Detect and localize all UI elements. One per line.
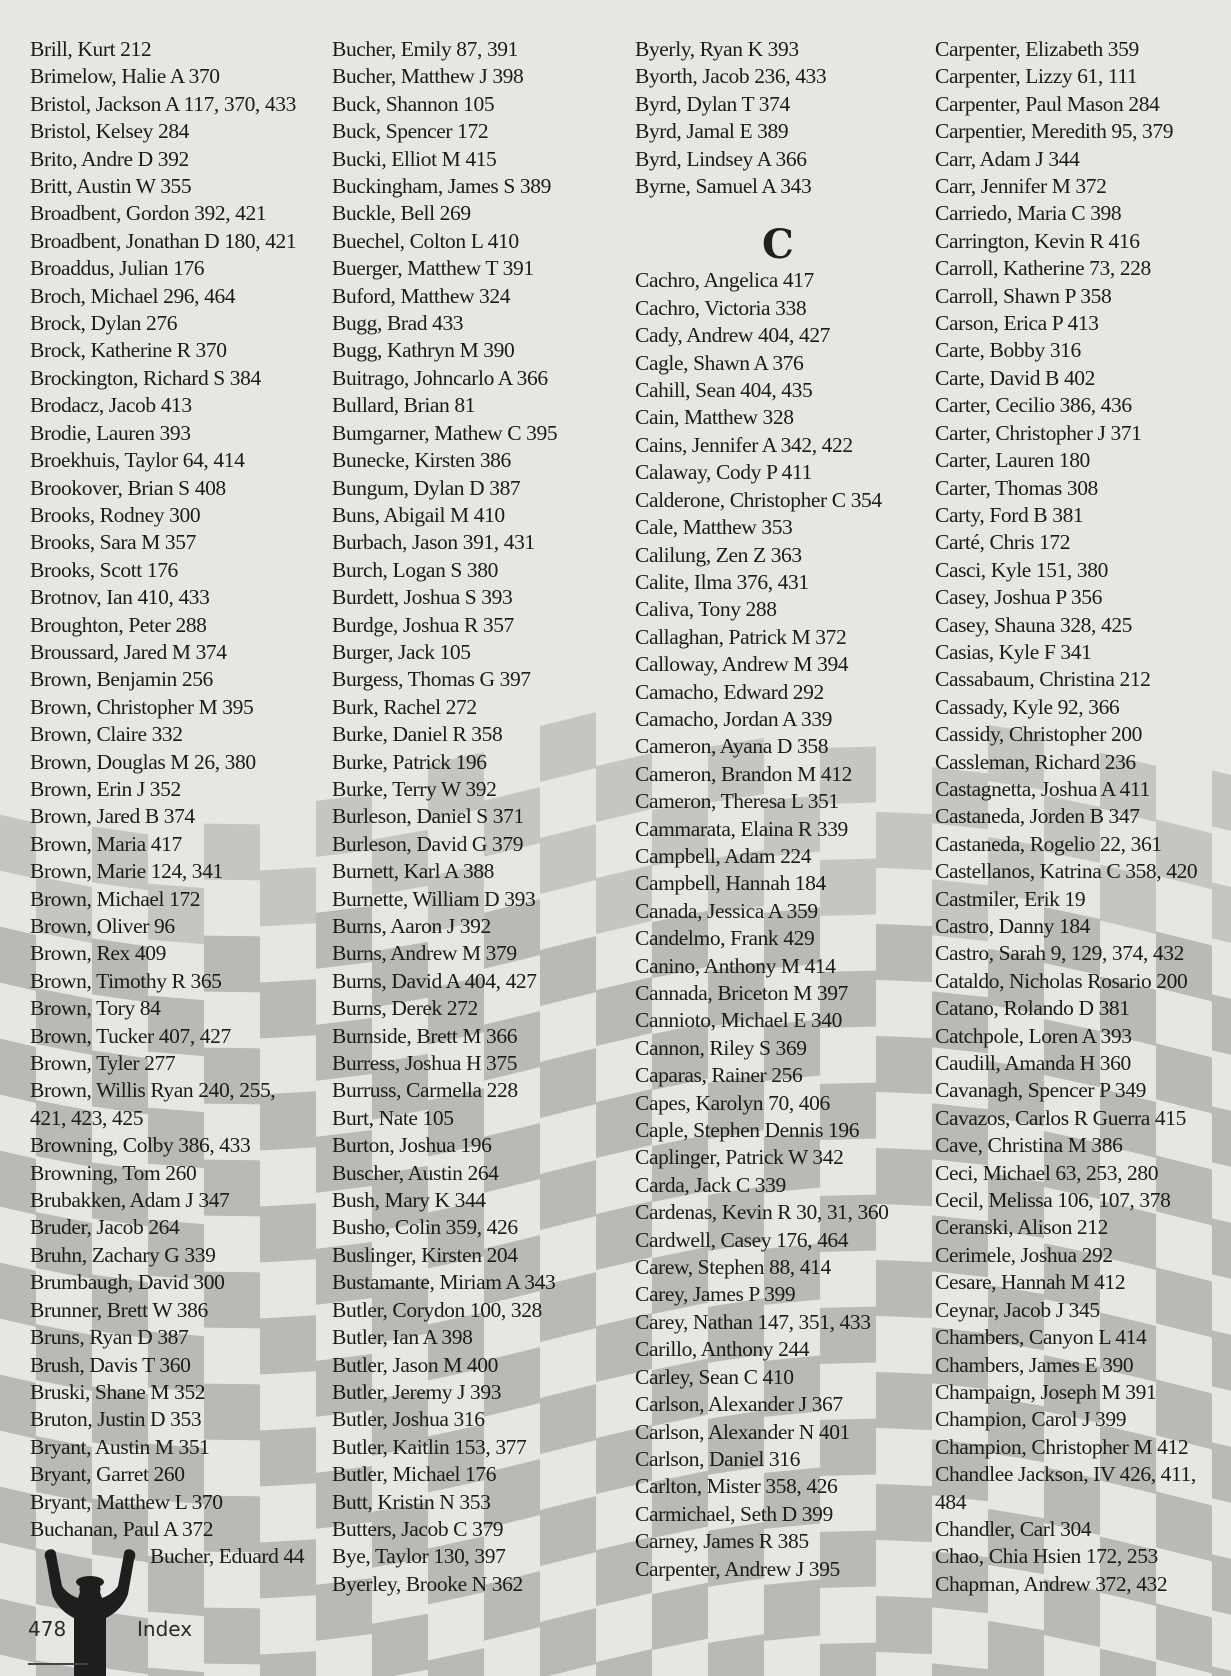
- index-entry: Bruski, Shane M 352: [30, 1379, 206, 1404]
- index-entry: Carty, Ford B 381: [935, 502, 1084, 527]
- index-entry: Brodie, Lauren 393: [30, 420, 191, 445]
- index-entry: Butt, Kristin N 353: [332, 1489, 491, 1514]
- index-entry: Casias, Kyle F 341: [935, 639, 1092, 664]
- index-entry: Castagnetta, Joshua A 411: [935, 776, 1150, 801]
- section-gap: [635, 200, 889, 212]
- checker-square: [540, 1608, 596, 1676]
- index-entry: Bryant, Garret 260: [30, 1462, 185, 1487]
- index-entry: Carson, Erica P 413: [935, 311, 1099, 336]
- index-entry: Campbell, Adam 224: [635, 843, 812, 868]
- index-entry: Carlson, Alexander J 367: [635, 1392, 843, 1417]
- index-entry: Cameron, Brandon M 412: [635, 761, 852, 786]
- index-entry: Byorth, Jacob 236, 433: [635, 64, 827, 89]
- index-entry: Bryant, Matthew L 370: [30, 1489, 223, 1514]
- index-column-4: [935, 36, 1197, 1598]
- index-entry: Britt, Austin W 355: [30, 174, 192, 199]
- index-entry: Burnside, Brett M 366: [332, 1023, 518, 1048]
- index-entry: Brooks, Sara M 357: [30, 530, 196, 555]
- checker-square: [708, 1634, 764, 1676]
- index-entry: Carter, Cecilio 386, 436: [935, 393, 1132, 418]
- index-entry: Carr, Adam J 344: [935, 146, 1080, 171]
- checker-square: [204, 1608, 260, 1665]
- index-entry: Brockington, Richard S 384: [30, 365, 261, 390]
- index-entry: Cannioto, Michael E 340: [635, 1008, 842, 1033]
- index-entry: Browning, Colby 386, 433: [30, 1133, 251, 1158]
- index-entry: Cameron, Theresa L 351: [635, 789, 839, 814]
- index-entry: Cammarata, Elaina R 339: [635, 816, 848, 841]
- index-entry: Byrne, Samuel A 343: [635, 174, 812, 199]
- index-entry: Bristol, Kelsey 284: [30, 119, 190, 144]
- index-entry: Buchanan, Paul A 372: [30, 1516, 214, 1541]
- index-entry: Caplinger, Patrick W 342: [635, 1145, 844, 1170]
- index-entry: Caudill, Amanda H 360: [935, 1051, 1131, 1076]
- index-entry: Burnett, Karl A 388: [332, 859, 494, 884]
- index-entry: Castro, Sarah 9, 129, 374, 432: [935, 941, 1184, 966]
- index-entry: Cassabaum, Christina 212: [935, 667, 1151, 692]
- index-entry: Burnette, William D 393: [332, 886, 536, 911]
- index-entry: Cassady, Kyle 92, 366: [935, 694, 1120, 719]
- checker-square: [1212, 1442, 1231, 1511]
- index-entry: Butler, Jeremy J 393: [332, 1379, 502, 1404]
- index-entry: Brown, Christopher M 395: [30, 694, 254, 719]
- index-entry: Brown, Marie 124, 341: [30, 859, 223, 884]
- index-entry: Cesare, Hannah M 412: [935, 1270, 1126, 1295]
- index-entry: Buns, Abigail M 410: [332, 502, 505, 527]
- index-entry: Brown, Willis Ryan 240, 255,: [30, 1078, 276, 1103]
- index-entry: Burdett, Joshua S 393: [332, 585, 513, 610]
- index-entry: Castaneda, Jorden B 347: [935, 804, 1140, 829]
- index-entry: Brown, Maria 417: [30, 831, 182, 856]
- checker-square: [1212, 1330, 1231, 1399]
- checker-square: [1212, 1666, 1231, 1676]
- index-entry: Campbell, Hannah 184: [635, 871, 826, 896]
- index-entry: Buckingham, James S 389: [332, 174, 551, 199]
- checker-square: [1212, 882, 1231, 951]
- index-entry: Ceynar, Jacob J 345: [935, 1297, 1100, 1322]
- index-entry: Carte, Bobby 316: [935, 338, 1081, 363]
- index-entry: Butler, Jason M 400: [332, 1352, 498, 1377]
- index-entry: Brown, Rex 409: [30, 941, 166, 966]
- index-entry: Brodacz, Jacob 413: [30, 393, 192, 418]
- index-entry: Chambers, Canyon L 414: [935, 1325, 1147, 1350]
- index-entry: Cerimele, Joshua 292: [935, 1242, 1113, 1267]
- index-entry: Ceranski, Alison 212: [935, 1215, 1108, 1240]
- index-entry: Bungum, Dylan D 387: [332, 475, 521, 500]
- index-entry: Carda, Jack C 339: [635, 1172, 786, 1197]
- index-entry: Burke, Patrick 196: [332, 749, 487, 774]
- index-entry: Burke, Terry W 392: [332, 776, 497, 801]
- index-entry: Burns, David A 404, 427: [332, 968, 537, 993]
- index-entry: Brooks, Scott 176: [30, 557, 178, 582]
- index-entry: Byrd, Jamal E 389: [635, 119, 789, 144]
- index-entry: Buechel, Colton L 410: [332, 228, 519, 253]
- index-entry: Carter, Christopher J 371: [935, 420, 1142, 445]
- index-entry: Casey, Shauna 328, 425: [935, 612, 1133, 637]
- index-entry: Carney, James R 385: [635, 1529, 809, 1554]
- index-entry: Carriedo, Maria C 398: [935, 201, 1122, 226]
- checker-square: [1212, 770, 1231, 839]
- index-entry: Calilung, Zen Z 363: [635, 542, 802, 567]
- index-entry: Cameron, Ayana D 358: [635, 734, 829, 759]
- index-entry: Bucher, Eduard 44: [150, 1544, 305, 1569]
- index-entry: Burke, Daniel R 358: [332, 722, 503, 747]
- index-entry: Buck, Spencer 172: [332, 119, 489, 144]
- index-entry: Chapman, Andrew 372, 432: [935, 1571, 1168, 1596]
- index-entry: Casey, Joshua P 356: [935, 585, 1102, 610]
- index-entry: Cannon, Riley S 369: [635, 1035, 807, 1060]
- index-entry: Browning, Tom 260: [30, 1160, 197, 1185]
- index-entry: Bullard, Brian 81: [332, 393, 476, 418]
- section-letter: C: [762, 221, 794, 269]
- index-entry: Carley, Sean C 410: [635, 1364, 794, 1389]
- index-column-1: [30, 36, 304, 1571]
- checker-square: [764, 1579, 820, 1640]
- index-entry: Chao, Chia Hsien 172, 253: [935, 1544, 1158, 1569]
- index-entry: Burns, Andrew M 379: [332, 941, 517, 966]
- index-entry: Caliva, Tony 288: [635, 597, 777, 622]
- index-entry: Brimelow, Halie A 370: [30, 64, 220, 89]
- index-column-3: [635, 36, 889, 1583]
- index-entry: Bristol, Jackson A 117, 370, 433: [30, 91, 296, 116]
- index-entry: Bugg, Brad 433: [332, 311, 464, 336]
- index-entry: Bustamante, Miriam A 343: [332, 1270, 556, 1295]
- index-entry: Carter, Lauren 180: [935, 448, 1090, 473]
- checker-square: [1212, 1218, 1231, 1287]
- index-entry: Burruss, Carmella 228: [332, 1078, 518, 1103]
- index-entry: Bush, Mary K 344: [332, 1188, 486, 1213]
- index-entry: Burger, Jack 105: [332, 639, 471, 664]
- index-entry: Bunecke, Kirsten 386: [332, 448, 511, 473]
- index-entry: Brito, Andre D 392: [30, 146, 189, 171]
- index-entry: Cave, Christina M 386: [935, 1133, 1123, 1158]
- index-entry: Buscher, Austin 264: [332, 1160, 499, 1185]
- page-number: 478: [28, 1617, 67, 1641]
- index-entry: Cardwell, Casey 176, 464: [635, 1227, 849, 1252]
- index-entry: Cavanagh, Spencer P 349: [935, 1078, 1146, 1103]
- index-entry: Brill, Kurt 212: [30, 37, 152, 61]
- index-entry: Carey, James P 399: [635, 1282, 796, 1307]
- index-entry: Butler, Michael 176: [332, 1462, 497, 1487]
- index-entry: Butler, Ian A 398: [332, 1325, 473, 1350]
- index-entry: Carlson, Daniel 316: [635, 1446, 800, 1471]
- index-entry: Calloway, Andrew M 394: [635, 652, 849, 677]
- index-entry: Brown, Michael 172: [30, 886, 201, 911]
- checker-square: [428, 1648, 484, 1676]
- checker-square: [372, 1614, 428, 1676]
- index-entry: Cecil, Melissa 106, 107, 378: [935, 1188, 1171, 1213]
- index-entry: Buckle, Bell 269: [332, 201, 471, 226]
- index-entry: Burress, Joshua H 375: [332, 1051, 518, 1076]
- checker-square: [596, 1649, 652, 1676]
- index-entry: Brubakken, Adam J 347: [30, 1188, 230, 1213]
- index-entry: Carpenter, Andrew J 395: [635, 1556, 840, 1581]
- index-entry: Carew, Stephen 88, 414: [635, 1255, 831, 1280]
- index-entry: Bruder, Jacob 264: [30, 1215, 180, 1240]
- index-entry: Buck, Shannon 105: [332, 91, 495, 116]
- checker-square: [932, 1663, 988, 1676]
- checker-square: [1156, 1603, 1212, 1673]
- index-entry: Brown, Erin J 352: [30, 776, 181, 801]
- checker-square: [1100, 1648, 1156, 1676]
- index-entry: Castellanos, Katrina C 358, 420: [935, 859, 1198, 884]
- index-entry: Cassidy, Christopher 200: [935, 722, 1142, 747]
- index-column-2: [332, 36, 557, 1598]
- index-entry: Buitrago, Johncarlo A 366: [332, 365, 548, 390]
- index-entry: Burleson, Daniel S 371: [332, 804, 524, 829]
- index-entry: Burbach, Jason 391, 431: [332, 530, 535, 555]
- index-entry: Carey, Nathan 147, 351, 433: [635, 1309, 871, 1334]
- index-entry: Carroll, Katherine 73, 228: [935, 256, 1151, 281]
- index-entry: Bucher, Matthew J 398: [332, 64, 524, 89]
- index-entry: Buford, Matthew 324: [332, 283, 511, 308]
- index-entry: Cale, Matthew 353: [635, 515, 793, 540]
- index-entry: Calderone, Christopher C 354: [635, 487, 882, 512]
- index-entry: Brookover, Brian S 408: [30, 475, 226, 500]
- index-entry: Bumgarner, Mathew C 395: [332, 420, 558, 445]
- index-entry: Cachro, Angelica 417: [635, 268, 814, 293]
- index-entry: Capes, Karolyn 70, 406: [635, 1090, 830, 1115]
- index-entry: Burns, Aaron J 392: [332, 914, 491, 938]
- index-entry: Carrington, Kevin R 416: [935, 228, 1140, 253]
- index-entry: Candelmo, Frank 429: [635, 926, 815, 951]
- index-entry: Carpenter, Elizabeth 359: [935, 37, 1139, 61]
- index-entry: Cagle, Shawn A 376: [635, 350, 804, 375]
- index-entry: Carté, Chris 172: [935, 530, 1071, 555]
- index-entry: Champion, Carol J 399: [935, 1407, 1127, 1432]
- index-entry: Champion, Christopher M 412: [935, 1434, 1189, 1459]
- index-entry: Champaign, Joseph M 391: [935, 1379, 1157, 1404]
- index-entry: Bryant, Austin M 351: [30, 1434, 210, 1459]
- index-entry: Broadbent, Gordon 392, 421: [30, 201, 267, 226]
- index-entry: Catano, Rolando D 381: [935, 996, 1130, 1021]
- checker-square: [1212, 994, 1231, 1063]
- index-entry: Castmiler, Erik 19: [935, 886, 1086, 911]
- index-entry: Brown, Tyler 277: [30, 1051, 176, 1076]
- index-entry: Canada, Jessica A 359: [635, 898, 818, 923]
- index-entry: Calaway, Cody P 411: [635, 460, 812, 485]
- index-entry: Calite, Ilma 376, 431: [635, 569, 809, 594]
- index-entry: Bucher, Emily 87, 391: [332, 37, 519, 61]
- index-entry: Cains, Jennifer A 342, 422: [635, 432, 853, 457]
- index-entry: Byerley, Brooke N 362: [332, 1571, 523, 1596]
- index-entry: Cavazos, Carlos R Guerra 415: [935, 1105, 1186, 1130]
- index-entry: Broekhuis, Taylor 64, 414: [30, 448, 245, 473]
- index-entry: Butters, Jacob C 379: [332, 1516, 504, 1541]
- index-entry: Callaghan, Patrick M 372: [635, 624, 847, 649]
- index-entry: Brunner, Brett W 386: [30, 1297, 208, 1322]
- index-entry: Cardenas, Kevin R 30, 31, 360: [635, 1200, 889, 1225]
- index-entry: Busho, Colin 359, 426: [332, 1215, 518, 1240]
- index-entry: Chambers, James E 390: [935, 1352, 1134, 1377]
- index-entry: Cain, Matthew 328: [635, 405, 794, 430]
- index-entry: Carpentier, Meredith 95, 379: [935, 119, 1174, 144]
- index-entry: Carlton, Mister 358, 426: [635, 1474, 838, 1499]
- index-entry: Byrd, Lindsey A 366: [635, 146, 807, 171]
- index-entry: Cassleman, Richard 236: [935, 749, 1136, 774]
- index-entry: Butler, Corydon 100, 328: [332, 1297, 542, 1322]
- index-entry: Brock, Dylan 276: [30, 311, 178, 336]
- index-entry: Carpenter, Paul Mason 284: [935, 91, 1160, 116]
- checker-square: [988, 1621, 1044, 1676]
- index-entry: Caparas, Rainer 256: [635, 1063, 803, 1088]
- checker-square: [1212, 1554, 1231, 1623]
- index-entry: Brooks, Rodney 300: [30, 502, 201, 527]
- index-entry: Burk, Rachel 272: [332, 694, 477, 719]
- index-entry: Ceci, Michael 63, 253, 280: [935, 1160, 1159, 1185]
- index-entry: Castaneda, Rogelio 22, 361: [935, 831, 1162, 856]
- checker-square: [1212, 1106, 1231, 1175]
- index-entry: Bucki, Elliot M 415: [332, 146, 497, 171]
- index-entry: Cahill, Sean 404, 435: [635, 378, 813, 403]
- checker-square: [260, 1651, 316, 1676]
- index-entry: Bye, Taylor 130, 397: [332, 1544, 506, 1569]
- index-entry: Brown, Benjamin 256: [30, 667, 213, 692]
- index-entry: Burgess, Thomas G 397: [332, 667, 531, 692]
- index-entry: 421, 423, 425: [30, 1105, 144, 1130]
- index-entry: Cataldo, Nicholas Rosario 200: [935, 968, 1188, 993]
- checker-square: [820, 1642, 876, 1676]
- index-entry: Carlson, Alexander N 401: [635, 1419, 850, 1444]
- index-entry: Canino, Anthony M 414: [635, 953, 836, 978]
- index-entry: Brown, Tory 84: [30, 996, 161, 1021]
- index-entry: Carr, Jennifer M 372: [935, 174, 1107, 199]
- index-entry: 484: [935, 1489, 967, 1514]
- index-entry: Caple, Stephen Dennis 196: [635, 1118, 860, 1143]
- index-entry: Brush, Davis T 360: [30, 1352, 191, 1377]
- index-entry: Carmichael, Seth D 399: [635, 1501, 833, 1526]
- index-entry: Catchpole, Loren A 393: [935, 1023, 1132, 1048]
- index-entry: Camacho, Jordan A 339: [635, 706, 833, 731]
- index-entry: Chandler, Carl 304: [935, 1516, 1092, 1541]
- index-entry: Carroll, Shawn P 358: [935, 283, 1112, 308]
- index-entry: Butler, Joshua 316: [332, 1407, 485, 1432]
- checker-square: [148, 1668, 204, 1676]
- section-name: Index: [137, 1617, 193, 1641]
- index-entry: Cannada, Briceton M 397: [635, 981, 848, 1005]
- index-entry: Buerger, Matthew T 391: [332, 256, 534, 281]
- checker-square: [876, 1596, 932, 1654]
- index-entry: Brown, Oliver 96: [30, 914, 175, 938]
- index-entry: Burns, Derek 272: [332, 996, 478, 1021]
- index-entry: Brown, Douglas M 26, 380: [30, 749, 256, 774]
- footer-rule: [28, 1663, 88, 1665]
- index-entry: Brown, Jared B 374: [30, 804, 195, 829]
- index-entry: Burch, Logan S 380: [332, 557, 498, 582]
- index-entry: Brotnov, Ian 410, 433: [30, 585, 210, 610]
- index-entry: Camacho, Edward 292: [635, 679, 824, 704]
- index-entry: Bugg, Kathryn M 390: [332, 338, 515, 363]
- checker-square: [652, 1583, 708, 1650]
- index-entry: Castro, Danny 184: [935, 914, 1091, 938]
- index-entry: Brown, Tucker 407, 427: [30, 1023, 231, 1048]
- index-entry: Burt, Nate 105: [332, 1105, 454, 1130]
- index-entry: Buslinger, Kirsten 204: [332, 1242, 518, 1267]
- index-entry: Byerly, Ryan K 393: [635, 37, 799, 61]
- index-entry: Broch, Michael 296, 464: [30, 283, 236, 308]
- index-entry: Bruns, Ryan D 387: [30, 1325, 189, 1350]
- index-entry: Bruton, Justin D 353: [30, 1407, 202, 1432]
- index-entry: Bruhn, Zachary G 339: [30, 1242, 216, 1267]
- index-entry: Chandlee Jackson, IV 426, 411,: [935, 1462, 1196, 1487]
- index-entry: Carter, Thomas 308: [935, 475, 1098, 500]
- index-entry: Casci, Kyle 151, 380: [935, 557, 1108, 582]
- index-entry: Burton, Joshua 196: [332, 1133, 492, 1158]
- index-entry: Burdge, Joshua R 357: [332, 612, 514, 637]
- index-entry: Carte, David B 402: [935, 365, 1095, 390]
- celebrating-figure-silhouette: [40, 1548, 140, 1676]
- index-entry: Carpenter, Lizzy 61, 111: [935, 64, 1138, 89]
- index-entry: Broadbent, Jonathan D 180, 421: [30, 228, 297, 253]
- index-entry: Byrd, Dylan T 374: [635, 91, 790, 116]
- index-entry: Carillo, Anthony 244: [635, 1337, 810, 1362]
- index-entry: Broaddus, Julian 176: [30, 256, 205, 281]
- index-entry: Brock, Katherine R 370: [30, 338, 227, 363]
- index-entry: Cachro, Victoria 338: [635, 295, 807, 320]
- index-entry: Burleson, David G 379: [332, 831, 524, 856]
- index-entry: Brown, Claire 332: [30, 722, 183, 747]
- index-entry: Butler, Kaitlin 153, 377: [332, 1434, 527, 1459]
- index-entry: Brown, Timothy R 365: [30, 968, 222, 993]
- index-entry: Broussard, Jared M 374: [30, 639, 227, 664]
- index-entry: Cady, Andrew 404, 427: [635, 323, 831, 348]
- index-entry: Broughton, Peter 288: [30, 612, 207, 637]
- index-entry: Brumbaugh, David 300: [30, 1270, 225, 1295]
